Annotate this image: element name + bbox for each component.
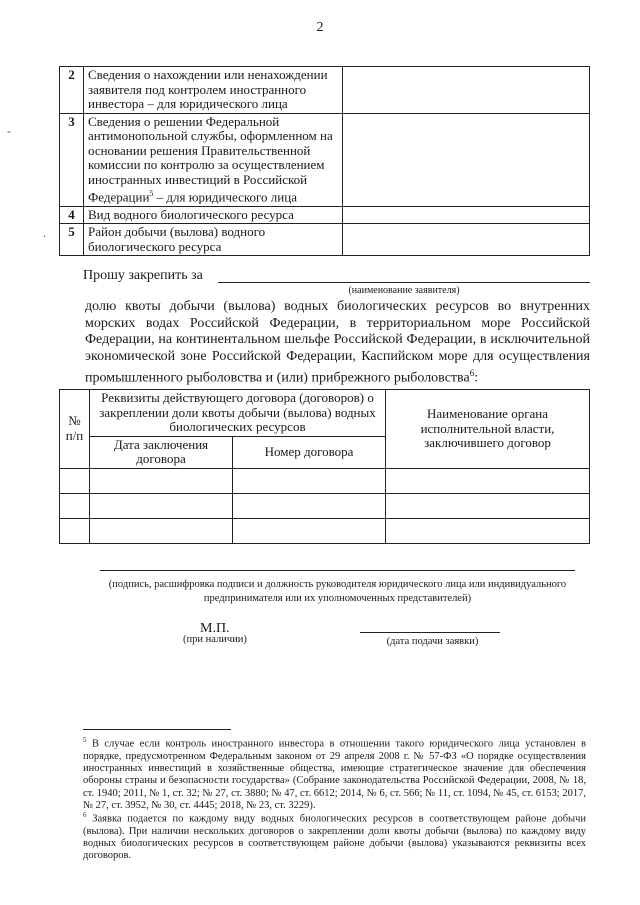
table-header-row xyxy=(60,390,590,437)
table-cell[interactable] xyxy=(386,468,590,493)
footnote-text: Заявка подается по каждому виду водных биологических ресурсов в соответствующем районе добычи (вылова). При наличии нескольких договоров о закреплении доли квоты добычи (вылова) по каждому виду водных биологических ресурсов в соответствующем районе добычи (вылова) указываются реквизиты всех договоров. xyxy=(83,813,586,862)
table-cell[interactable] xyxy=(386,493,590,518)
table-cell[interactable] xyxy=(60,493,90,518)
quota-paragraph xyxy=(85,299,590,387)
margin-mark: . xyxy=(43,226,46,240)
stamp-place-hint: (при наличии) xyxy=(183,634,247,645)
footnote-mark: 6 xyxy=(83,811,87,819)
table-row xyxy=(60,493,590,518)
footnote-5 xyxy=(83,734,586,812)
footnote-divider xyxy=(83,729,231,730)
col-header-contract-number: Номер договора xyxy=(233,436,386,468)
row-label-text: Сведения о решении Федеральной антимонопольной службы, оформленном на основании решения Правительственной комиссии по контролю за осуществлением иностранных инвестиций в Российской Федерации xyxy=(88,113,333,205)
row-number: 3 xyxy=(60,113,84,206)
col-header-date: Дата заключения договора xyxy=(90,436,233,468)
row-label xyxy=(84,113,343,206)
row-number: 4 xyxy=(60,206,84,224)
row-label: Вид водного биологического ресурса xyxy=(84,206,343,224)
applicant-info-table xyxy=(59,66,590,256)
row-value-cell[interactable] xyxy=(343,67,590,114)
row-label-suffix: – для юридического лица xyxy=(153,189,297,205)
table-row xyxy=(60,224,590,256)
row-number: 2 xyxy=(60,67,84,114)
table-row xyxy=(60,113,590,206)
table-row xyxy=(60,67,590,114)
footnote-ref: 6 xyxy=(469,368,475,378)
table-cell[interactable] xyxy=(90,518,233,543)
table-cell[interactable] xyxy=(90,468,233,493)
signature-field[interactable] xyxy=(100,570,575,571)
stamp-place-label: М.П. xyxy=(200,621,230,636)
margin-mark: - xyxy=(7,124,11,138)
contracts-table xyxy=(59,389,590,544)
table-row xyxy=(60,468,590,493)
table-cell[interactable] xyxy=(60,518,90,543)
row-value-cell[interactable] xyxy=(343,206,590,224)
row-value-cell[interactable] xyxy=(343,224,590,256)
table-cell[interactable] xyxy=(233,518,386,543)
row-label: Сведения о нахождении или ненахождении заявителя под контролем иностранного инвестора – для юридического лица xyxy=(84,67,343,114)
footnote-text: В случае если контроль иностранного инвестора в отношении такого юридического лица установлен в порядке, предусмотренном Федеральным законом от 29 апреля 2008 г. № 57-ФЗ «О порядке осуществления иностранных инвестиций в хозяйственные общества, имеющие стратегическое значение для обеспечения обороны страны и безопасности государства» (Собрание законодательства Российской Федерации, 2008, № 18, ст. 1940; 2011, № 1, ст. 32; № 27, ст. 3880; № 47, ст. 6612; 2014, № 6, ст. 566; № 11, ст. 1094, № 45, ст. 6153; 2017, № 27, ст. 3952, № 30, ст. 4445; 2018, № 23, ст. 3229). xyxy=(83,738,586,811)
signature-hint: (подпись, расшифровка подписи и должность руководителя юридического лица или индивидуального предпринимателя или их уполномоченных представителей) xyxy=(108,579,567,604)
page-number: 2 xyxy=(316,20,324,35)
date-hint: (дата подачи заявки) xyxy=(386,636,479,647)
request-label: Прошу закрепить за xyxy=(83,268,203,283)
table-row xyxy=(60,518,590,543)
row-label: Район добычи (вылова) водного биологического ресурса xyxy=(84,224,343,256)
table-cell[interactable] xyxy=(386,518,590,543)
footnote-mark: 5 xyxy=(83,736,87,744)
col-header-number: № п/п xyxy=(60,390,90,469)
table-cell[interactable] xyxy=(90,493,233,518)
date-field[interactable] xyxy=(360,632,500,633)
row-value-cell[interactable] xyxy=(343,113,590,206)
table-cell[interactable] xyxy=(60,468,90,493)
applicant-name-field[interactable] xyxy=(218,282,590,283)
quota-paragraph-suffix: : xyxy=(474,370,479,386)
footnote-ref: 5 xyxy=(149,189,154,198)
table-cell[interactable] xyxy=(233,493,386,518)
applicant-name-hint: (наименование заявителя) xyxy=(348,285,460,296)
table-row xyxy=(60,206,590,224)
table-cell[interactable] xyxy=(233,468,386,493)
col-header-contract-details: Реквизиты действующего договора (договоров) о закреплении доли квоты добычи (вылова) водных биологических ресурсов xyxy=(90,390,386,437)
col-header-authority: Наименование органа исполнительной власти, заключившего договор xyxy=(386,390,590,469)
quota-paragraph-text: долю квоты добычи (вылова) водных биологических ресурсов во внутренних морских водах Российской Федерации, в территориальном море Российской Федерации, на континентальном шельфе Российской Федерации, в исключительной экономической зоне Российской Федерации, Каспийском море для осуществления промышленного рыболовства и (или) прибрежного рыболовства xyxy=(85,299,590,386)
footnote-6 xyxy=(83,809,586,863)
row-number: 5 xyxy=(60,224,84,256)
